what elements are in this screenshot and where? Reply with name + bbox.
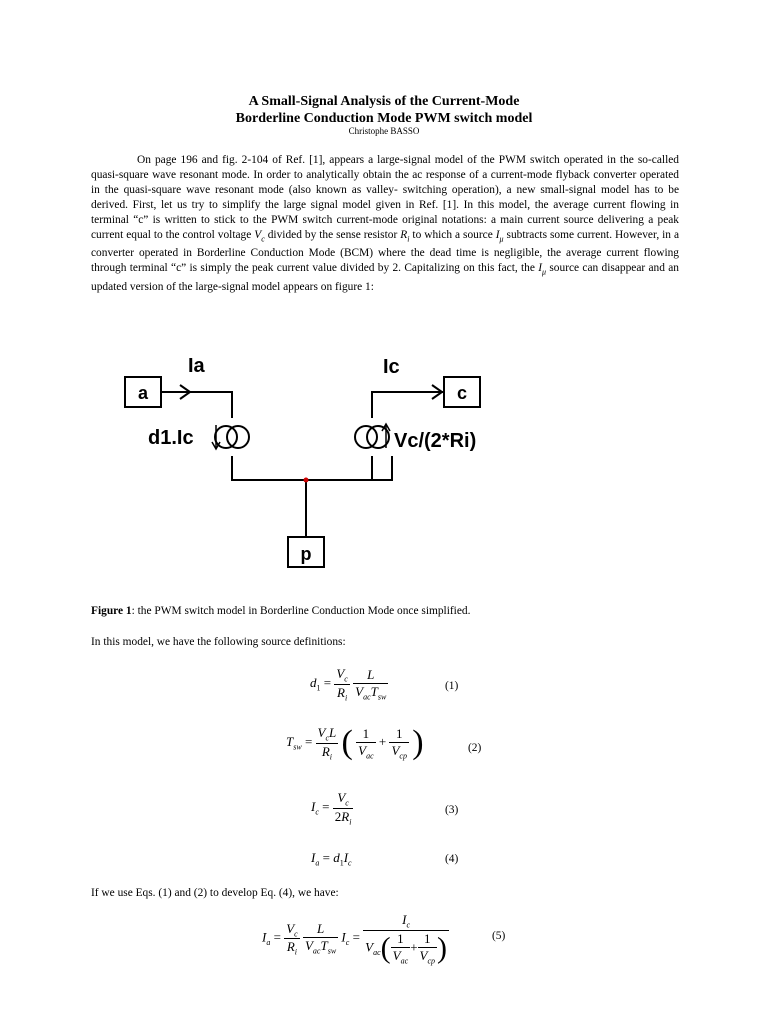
develop-intro: If we use Eqs. (1) and (2) to develop Eq. (4), we have: <box>91 887 339 899</box>
equation-3: $I_c$ = $\frac{V_c}{2R_i}$ <box>311 790 352 827</box>
terminal-c-label: c <box>456 383 468 403</box>
eq-number-3: (3) <box>445 804 459 816</box>
circuit-diagram <box>0 330 768 580</box>
equation-2: $T_{sw}$ = $\frac{V_cL}{R_i}$ ( $\frac{1}{V_{ac}}$ + $\frac{1}{V_{cp}}$ ) <box>286 724 424 762</box>
wire-a <box>161 392 232 418</box>
equation-5: $I_a$ = $\frac{V_c}{R_i}$ $\frac{L}{V_{ac}T_{sw}}$ $I_c$ = $I_c$ $V_{ac}$( $\frac{1}{V_{ac}}$ + $\frac{1}{V_{cp}}$ ) <box>262 912 448 966</box>
equation-4: $I_a = d_1I_c$ <box>311 850 352 868</box>
intro-paragraph: On page 196 and fig. 2-104 of Ref. [1], appears a large-signal model of the PWM switch operated in the so-called quasi-square wave resonant mode. In order to analytically obtain the ac response of a current-mode flyback converter operated in the quasi-square wave resonant mode (also known as valley- switching operation), a new small-signal model has to be derived. First, let us try to simplify the large signal model given in Ref. [1]. In this model, the average current flowing in terminal “c” is written to stick to the PWM switch current-mode original notations: a main current source delivering a peak current equal to the control voltage $V_c$ divided by the sense resistor $R_i$ to which a source $I_\mu$ subtracts some current. However, in a converter operated in Borderline Conduction Mode (BCM) where the dead time is negligible, the average current flowing through terminal “c” is simply the peak current value divided by 2. Capitalizing on this fact, the $I_\mu$ source can disappear and an updated version of the large-signal model appears on figure 1: <box>91 154 679 293</box>
figure-caption: Figure 1: the PWM switch model in Borderline Conduction Mode once simplified. <box>91 605 471 617</box>
wire-bottom <box>232 456 392 480</box>
eq-number-4: (4) <box>445 853 459 865</box>
label-ic: Ic <box>383 356 400 378</box>
author: Christophe BASSO <box>348 126 420 136</box>
wire-c <box>372 392 444 418</box>
eq-number-5: (5) <box>492 930 506 942</box>
defs-intro: In this model, we have the following source definitions: <box>91 636 346 648</box>
title-line-2: Borderline Conduction Mode PWM switch model <box>235 111 533 126</box>
eq-number-1: (1) <box>445 680 459 692</box>
title-line-1: A Small-Signal Analysis of the Current-Mode <box>248 94 520 109</box>
eq-number-2: (2) <box>468 742 482 754</box>
node-dot <box>304 478 309 483</box>
terminal-p-label: p <box>300 544 312 564</box>
equation-1: $d_1$ = $\frac{V_c}{R_i}$ $\frac{L}{V_{ac}T_{sw}}$ <box>310 666 387 703</box>
label-ia: Ia <box>188 355 205 377</box>
label-left-source: d1.Ic <box>148 427 194 449</box>
label-right-source: Vc/(2*Ri) <box>394 430 477 452</box>
terminal-a-label: a <box>137 383 149 403</box>
